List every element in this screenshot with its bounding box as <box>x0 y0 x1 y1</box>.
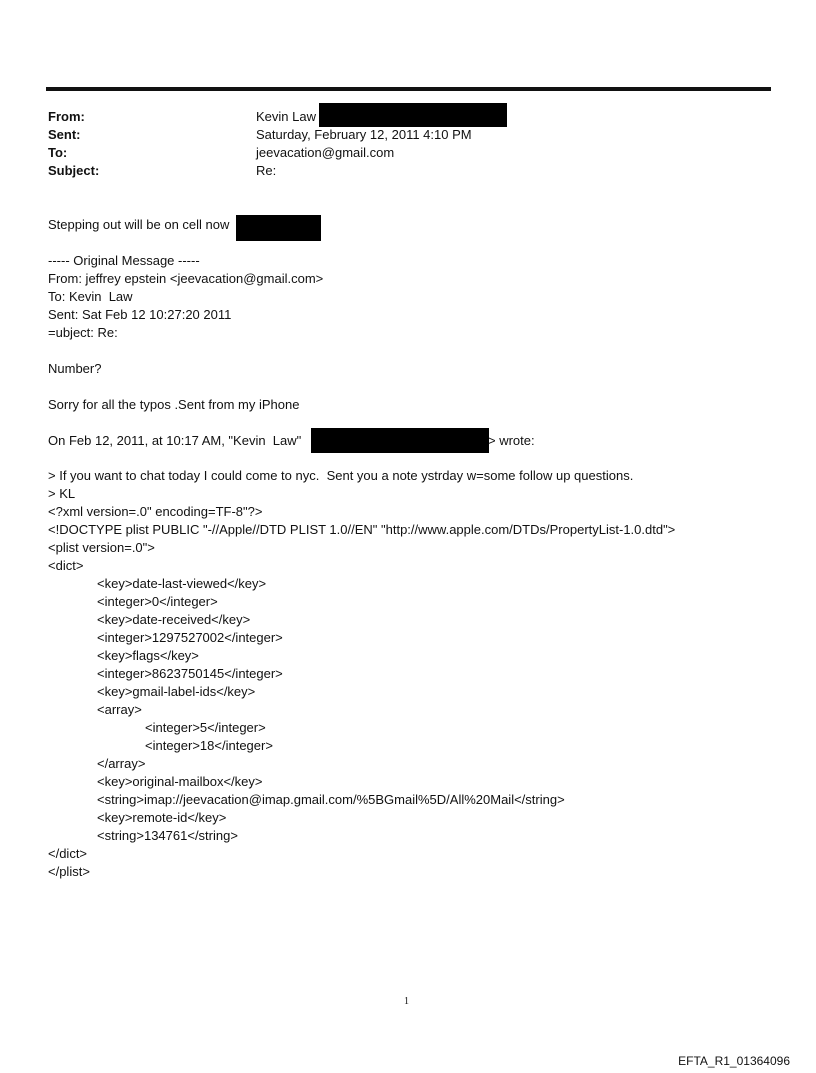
xml-line: <integer>1297527002</integer> <box>97 630 283 645</box>
from-value: Kevin Law <box>256 109 316 124</box>
original-subject: =ubject: Re: <box>48 325 118 340</box>
original-from: From: jeffrey epstein <jeevacation@gmail.com> <box>48 271 324 286</box>
original-sent: Sent: Sat Feb 12 10:27:20 2011 <box>48 307 232 322</box>
xml-line: </plist> <box>48 864 90 879</box>
document-id: EFTA_R1_01364096 <box>678 1054 790 1068</box>
xml-line: </dict> <box>48 846 88 861</box>
xml-line: <key>original-mailbox</key> <box>97 774 263 789</box>
redaction-box <box>311 428 489 453</box>
xml-line: </array> <box>97 756 146 771</box>
sent-label: Sent: <box>48 127 81 142</box>
quoted-line-1: > If you want to chat today I could come to nyc. Sent you a note ystrday w=some follow up questions. <box>48 468 634 483</box>
to-value: jeevacation@gmail.com <box>256 145 395 160</box>
body-line-number: Number? <box>48 361 102 376</box>
xml-line: <array> <box>97 702 142 717</box>
xml-line: <integer>8623750145</integer> <box>97 666 283 681</box>
xml-line: <integer>0</integer> <box>97 594 218 609</box>
sent-value: Saturday, February 12, 2011 4:10 PM <box>256 127 472 142</box>
quote-header-prefix: On Feb 12, 2011, at 10:17 AM, "Kevin Law" <box>48 433 302 448</box>
body-line-sorry: Sorry for all the typos .Sent from my iPhone <box>48 397 300 412</box>
original-to: To: Kevin Law <box>48 289 133 304</box>
xml-line: <integer>5</integer> <box>145 720 266 735</box>
xml-line: <plist version=.0"> <box>48 540 155 555</box>
from-label: From: <box>48 109 85 124</box>
quote-header-suffix: > wrote: <box>488 433 535 448</box>
xml-line: <integer>18</integer> <box>145 738 273 753</box>
xml-line: <key>remote-id</key> <box>97 810 227 825</box>
redaction-box <box>236 215 321 241</box>
header-rule <box>46 87 771 91</box>
to-label: To: <box>48 145 68 160</box>
redaction-box <box>319 103 507 127</box>
subject-label: Subject: <box>48 163 100 178</box>
page-number: 1 <box>404 996 409 1007</box>
xml-line: <string>imap://jeevacation@imap.gmail.com/%5BGmail%5D/All%20Mail</string> <box>97 792 565 807</box>
quoted-line-2: > KL <box>48 486 76 501</box>
xml-line: <?xml version=.0" encoding=TF-8"?> <box>48 504 263 519</box>
xml-line: <string>134761</string> <box>97 828 238 843</box>
xml-line: <key>gmail-label-ids</key> <box>97 684 256 699</box>
subject-value: Re: <box>256 163 277 178</box>
original-message-separator: ----- Original Message ----- <box>48 253 200 268</box>
body-line-stepping-out: Stepping out will be on cell now <box>48 217 230 232</box>
xml-line: <dict> <box>48 558 84 573</box>
xml-line: <key>date-last-viewed</key> <box>97 576 267 591</box>
xml-line: <key>date-received</key> <box>97 612 251 627</box>
xml-line: <!DOCTYPE plist PUBLIC "-//Apple//DTD PLIST 1.0//EN" "http://www.apple.com/DTDs/PropertyList-1.0.dtd"> <box>48 522 676 537</box>
xml-line: <key>flags</key> <box>97 648 199 663</box>
